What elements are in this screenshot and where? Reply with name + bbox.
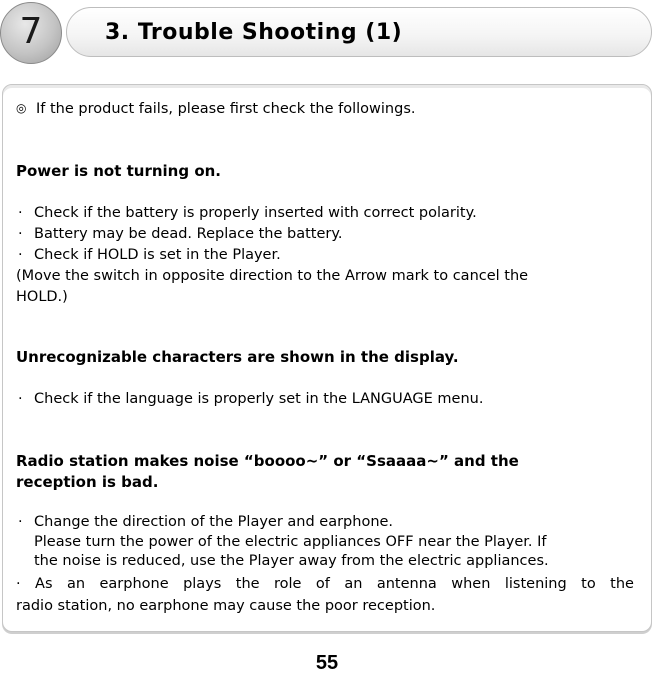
list-item: Check if the language is properly set in the LANGUAGE menu.: [34, 391, 484, 407]
note-text: (Move the switch in opposite direction to the Arrow mark to cancel the: [16, 268, 529, 284]
word: of: [315, 576, 330, 592]
chapter-number-badge: [0, 2, 62, 64]
list-item: Change the direction of the Player and earphone.: [34, 514, 394, 530]
word: the: [235, 576, 260, 592]
word: listening: [504, 576, 567, 592]
section-heading-radio-cont: reception is bad.: [16, 473, 159, 491]
list-bullet: ·: [18, 247, 23, 263]
page-number: 55: [315, 652, 339, 674]
list-bullet: ·: [18, 391, 23, 407]
page-title: 3. Trouble Shooting (1): [105, 20, 403, 45]
note-text: HOLD.): [16, 289, 68, 305]
word: the: [610, 576, 634, 592]
word: when: [451, 576, 491, 592]
word: As: [35, 576, 53, 592]
word: an: [344, 576, 363, 592]
justified-line: [16, 575, 634, 593]
list-bullet: ·: [18, 205, 23, 221]
list-item: Check if HOLD is set in the Player.: [34, 247, 281, 263]
section-heading-radio: Radio station makes noise “boooo~” or “Ssaaaa~” and the: [16, 452, 519, 470]
list-item: Battery may be dead. Replace the battery.: [34, 226, 343, 242]
word: to: [581, 576, 596, 592]
word: an: [66, 576, 86, 592]
list-item-continuation: Please turn the power of the electric appliances OFF near the Player. If: [34, 534, 547, 550]
word: role: [274, 576, 302, 592]
title-banner: [66, 7, 652, 57]
word: antenna: [376, 576, 437, 592]
word: earphone: [99, 576, 169, 592]
list-bullet: ·: [18, 514, 23, 530]
list-bullet: ·: [18, 226, 23, 242]
list-item: Check if the battery is properly inserted with correct polarity.: [34, 205, 477, 221]
section-heading-power: Power is not turning on.: [16, 162, 222, 180]
section-heading-characters: Unrecognizable characters are shown in the display.: [16, 348, 459, 366]
list-item-continuation: radio station, no earphone may cause the poor reception.: [16, 598, 436, 614]
intro-text: If the product fails, please first check the followings.: [36, 101, 416, 117]
target-bullet-icon: ◎: [16, 101, 27, 115]
word: plays: [183, 576, 222, 592]
list-bullet: ·: [16, 576, 21, 592]
chapter-number: 7: [19, 11, 43, 52]
list-item-continuation: the noise is reduced, use the Player away from the electric appliances.: [34, 553, 549, 569]
content-panel: [2, 84, 652, 632]
